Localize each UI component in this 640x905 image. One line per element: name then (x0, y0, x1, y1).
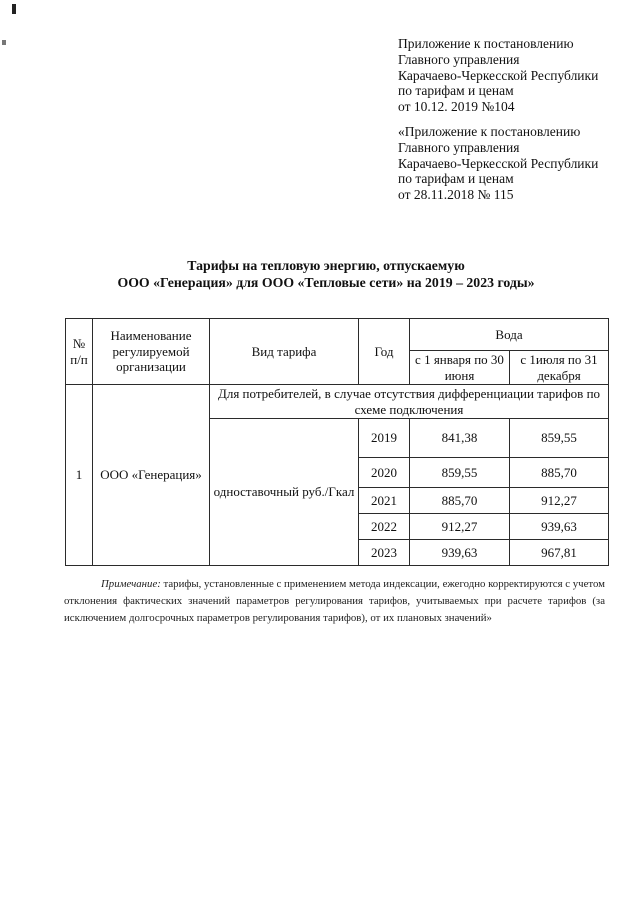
row-number-cell: 1 (66, 385, 93, 566)
col-header-year: Год (359, 319, 410, 385)
header-line: от 10.12. 2019 №104 (398, 99, 515, 115)
appendix-reference-2018 (398, 124, 628, 203)
org-name-cell: ООО «Генерация» (93, 385, 210, 566)
value-cell: 885,70 (410, 488, 510, 514)
header-line: Карачаево-Черкесской Республики (398, 67, 599, 83)
header-line: Главного управления (398, 51, 520, 67)
header-line: по тарифам и ценам (398, 83, 514, 99)
page-title-line-1: Тарифы на тепловую энергию, отпускаемую (187, 258, 465, 273)
header-line: Карачаево-Черкесской Республики (398, 155, 599, 171)
value-cell: 967,81 (510, 540, 609, 566)
footnote-label: Примечание: (101, 578, 161, 590)
col-header-tariff-type: Вид тарифа (210, 319, 359, 385)
footnote-text: тарифы, установленные с применением метода индексации, ежегодно корректируются с учетом отклонения фактических значений параметров регулирования тарифов, учитываемых при расчете тарифов (за исключением долгосрочных параметров регулирования тарифов), от их плановых значений» (64, 578, 605, 624)
page-title-line-2: ООО «Генерация» для ООО «Тепловые сети» на 2019 – 2023 годы» (117, 274, 535, 290)
value-cell: 939,63 (410, 540, 510, 566)
page-title (40, 258, 612, 291)
year-cell: 2021 (359, 488, 410, 514)
scan-artifact (12, 4, 16, 14)
col-header-period2: с 1июля по 31 декабря (510, 351, 609, 385)
value-cell: 859,55 (510, 419, 609, 458)
header-line: «Приложение к постановлению (398, 124, 581, 139)
year-cell: 2022 (359, 514, 410, 540)
year-cell: 2019 (359, 419, 410, 458)
col-header-period1: с 1 января по 30 июня (410, 351, 510, 385)
tariff-kind-cell: одноставочный руб./Гкал (210, 419, 359, 566)
value-cell: 859,55 (410, 458, 510, 488)
value-cell: 912,27 (410, 514, 510, 540)
value-cell: 885,70 (510, 458, 609, 488)
col-header-num: № п/п (66, 319, 93, 385)
footnote (64, 576, 605, 627)
scan-artifact (2, 40, 6, 45)
header-line: по тарифам и ценам (398, 171, 514, 187)
header-line: Главного управления (398, 139, 520, 155)
year-cell: 2023 (359, 540, 410, 566)
value-cell: 841,38 (410, 419, 510, 458)
appendix-reference-2019 (398, 36, 628, 115)
header-line: от 28.11.2018 № 115 (398, 187, 514, 203)
value-cell: 912,27 (510, 488, 609, 514)
tariff-table (65, 318, 609, 566)
consumer-note-cell: Для потребителей, в случае отсутствия дифференциации тарифов по схеме подключения (210, 385, 609, 419)
year-cell: 2020 (359, 458, 410, 488)
header-line: Приложение к постановлению (398, 36, 574, 51)
value-cell: 939,63 (510, 514, 609, 540)
col-header-org: Наименование регулируемой организации (93, 319, 210, 385)
col-header-water: Вода (410, 319, 609, 351)
